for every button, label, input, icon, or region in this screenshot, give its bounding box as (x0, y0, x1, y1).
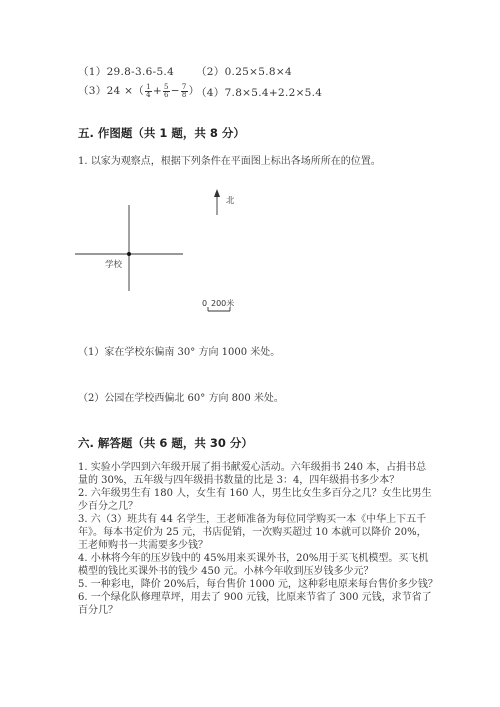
school-point (127, 252, 131, 256)
fraction-7-8 (181, 84, 188, 99)
calc-q1: （1）29.8-3.6-5.4 (78, 66, 175, 78)
question-line: 1. 实验小学四到六年级开展了捐书献爱心活动。六年级捐书 240 本，占捐书总 (78, 462, 427, 473)
position-diagram (70, 185, 250, 320)
minus-sign: − (170, 85, 180, 97)
question-line: 6. 一个绿化队修理草坪，用去了 900 元钱，比原来节省了 300 元钱，求节省了 (78, 592, 432, 603)
question-line: 模型的钱比买课外书的钱少 450 元。小林今年收到压岁钱多少元？ (78, 566, 374, 577)
fraction-denominator: 4 (146, 90, 151, 99)
fraction-numerator: 5 (163, 82, 169, 91)
question-line: 少百分之几？ (78, 501, 138, 512)
calc-q3-suffix: ） (188, 85, 200, 97)
question-line: 4. 小林将今年的压岁钱中的 45%用来买课外书，20%用于买飞机模型。买飞机 (78, 553, 429, 564)
fraction-5-6 (163, 84, 170, 99)
question-line: 百分几？ (78, 605, 118, 616)
calc-q2: （2）0.25×5.8×4 (196, 66, 292, 78)
section5-sub2: （2）公园在学校西偏北 60° 方向 800 米处。 (78, 393, 284, 404)
scale-label: 200米 (211, 299, 235, 308)
fraction-numerator: 1 (146, 82, 151, 91)
north-label: 北 (226, 196, 235, 206)
question-line: 2. 六年级男生有 180 人，女生有 160 人，男生比女生多百分之几？女生比男生 (78, 488, 432, 499)
calc-q4: （4）7.8×5.4+2.2×5.4 (196, 87, 323, 99)
fraction-1-4 (145, 84, 152, 99)
section5-question: 1. 以家为观察点，根据下列条件在平面图上标出各场所所在的位置。 (78, 156, 381, 167)
question-line: 量的 30%，五年级与四年级捐书数量的比是 3：4，四年级捐书多少本？ (78, 475, 400, 486)
fraction-numerator: 7 (181, 82, 187, 91)
section5-sub1: （1）家在学校东偏南 30° 方向 1000 米处。 (78, 347, 281, 358)
question-line: 王老师购书一共需要多少钱？ (78, 540, 208, 551)
fraction-denominator: 8 (181, 90, 187, 99)
section5-title: 五. 作图题（共 1 题，共 8 分） (78, 126, 245, 140)
question-line: 3. 六（3）班共有 44 名学生，王老师准备为每位同学购买一本《中华上下五千 (78, 514, 427, 525)
calc-q3-prefix: （3）24 ×（ (78, 85, 145, 97)
question-line: 5. 一种彩电，降价 20%后，每台售价 1000 元，这种彩电原来每台售价多少钱？ (78, 579, 438, 590)
plus-sign: + (152, 85, 162, 97)
north-arrow-head (214, 189, 220, 197)
calc-q3 (78, 83, 199, 99)
question-line: 年》。每本书定价为 25 元，书店促销，一次购买超过 10 本就可以降价 20%， (78, 527, 427, 538)
section6-title: 六. 解答题（共 6 题，共 30 分） (78, 436, 253, 450)
fraction-denominator: 6 (163, 90, 169, 99)
section6-questions (78, 461, 438, 617)
school-label: 学校 (105, 260, 123, 270)
scale-zero: 0 (202, 299, 208, 308)
